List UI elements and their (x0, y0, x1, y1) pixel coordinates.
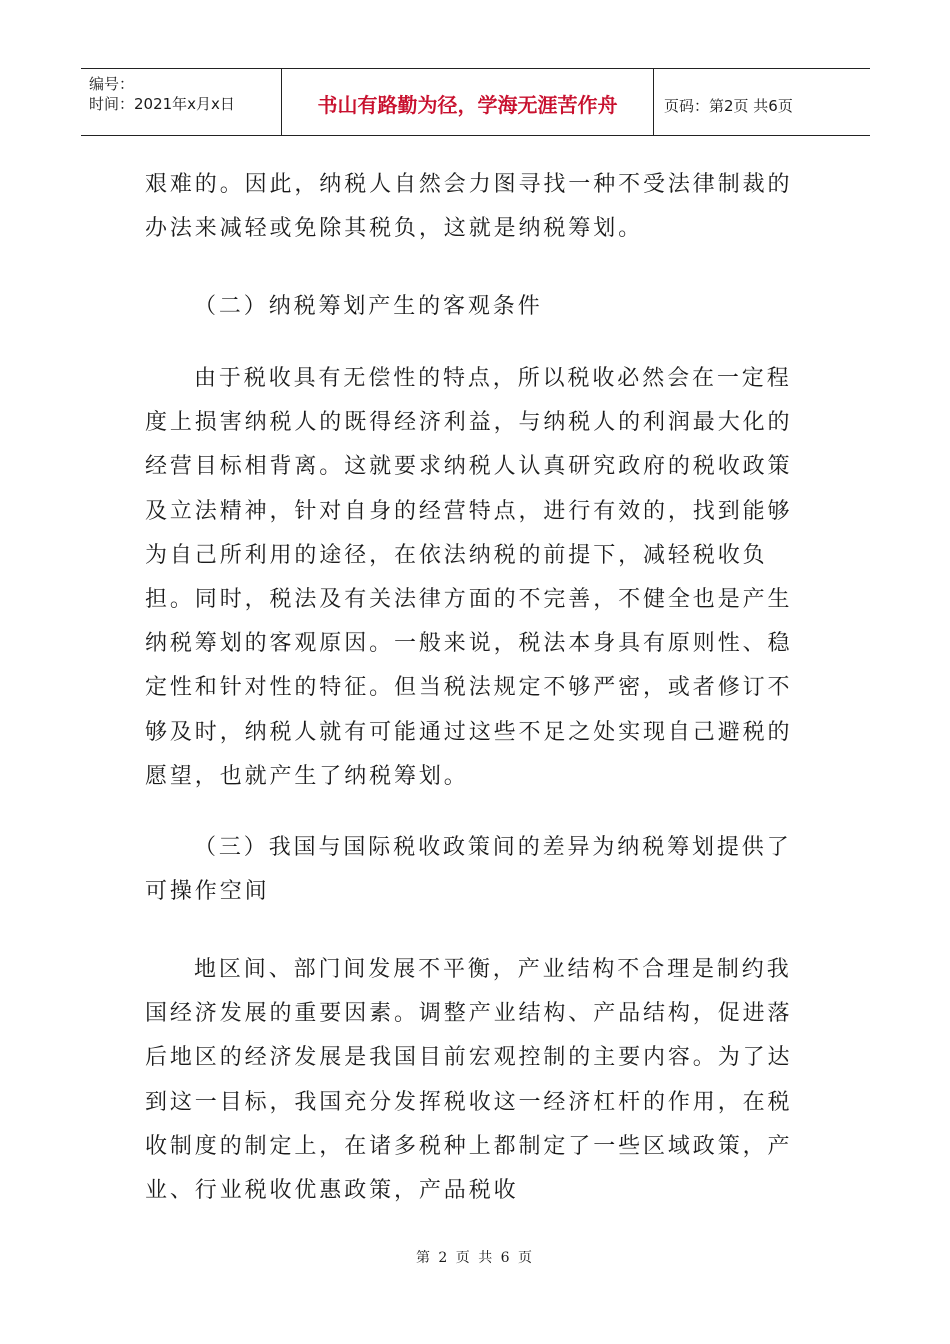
section-heading-2: （二）纳税筹划产生的客观条件 (194, 294, 543, 319)
page-header (81, 68, 870, 136)
paragraph-regional-policies: 地区间、部门间发展不平衡，产业结构不合理是制约我国经济发展的重要因素。调整产业结构、产品结构，促进落后地区的经济发展是我国目前宏观控制的主要内容。为了达到这一目标，我国充分发挥税收这一经济杠杆的作用，在税收制度的制定上，在诸多税种上都制定了一些区域政策，产业、行业税收优惠政策，产品税收 (145, 957, 793, 1204)
header-motto: 书山有路勤为径，学海无涯苦作舟 (317, 93, 618, 117)
paragraph-continuation: 艰难的。因此，纳税人自然会力图寻找一种不受法律制裁的办法来减轻或免除其税负，这就是纳税筹划。 (145, 172, 793, 242)
document-number-label: 编号： (89, 75, 135, 93)
header-motto-cell (282, 69, 654, 135)
document-date: 时间：2021年x月x日 (89, 95, 235, 113)
header-left-cell (81, 69, 282, 135)
header-page-cell (654, 69, 870, 135)
paragraph-objective-conditions: 由于税收具有无偿性的特点，所以税收必然会在一定程度上损害纳税人的既得经济利益，与纳税人的利润最大化的经营目标相背离。这就要求纳税人认真研究政府的税收政策及立法精神，针对自身的经营特点，进行有效的，找到能够为自己所利用的途径，在依法纳税的前提下，减轻税收负担。同时，税法及有关法律方面的不完善，不健全也是产生纳税筹划的客观原因。一般来说，税法本身具有原则性、稳定性和针对性的特征。但当税法规定不够严密，或者修订不够及时，纳税人就有可能通过这些不足之处实现自己避税的愿望，也就产生了纳税筹划。 (145, 366, 793, 789)
section-heading-3: （三）我国与国际税收政策间的差异为纳税筹划提供了可操作空间 (145, 835, 792, 905)
page-footer: 第 2 页 共 6 页 (415, 1250, 535, 1266)
header-page-code: 页码：第2页 共6页 (664, 97, 793, 115)
